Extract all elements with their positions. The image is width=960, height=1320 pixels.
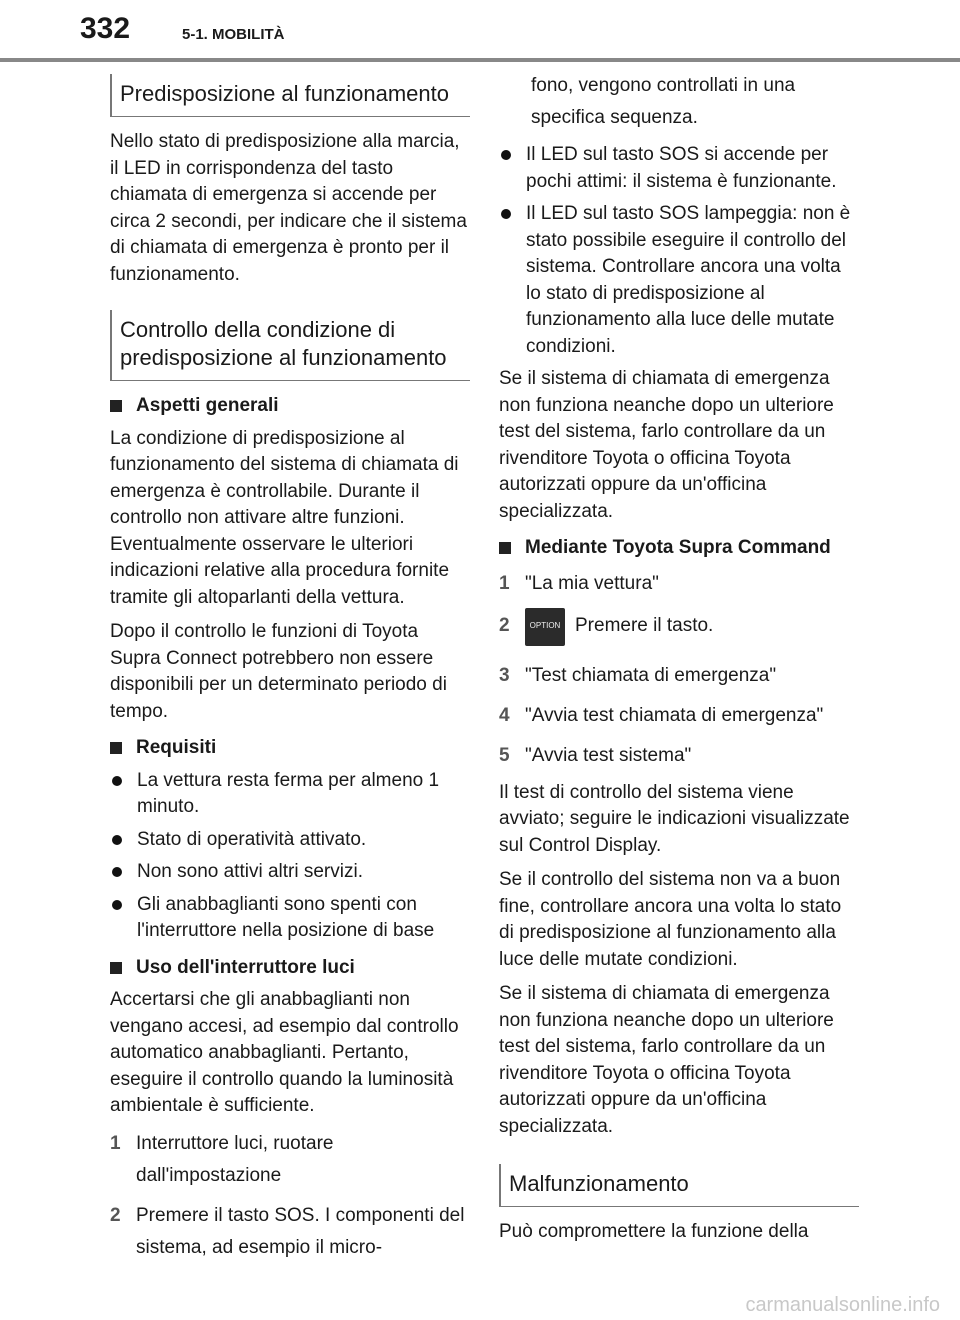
list-item: Il LED sul tasto SOS si accende per pochi attimi: il sistema è funzionante.: [499, 142, 859, 195]
page-number: 332: [80, 12, 131, 45]
left-column: [110, 74, 470, 1272]
paragraph: Il test di controllo del sistema viene avviato; seguire le indicazioni visualizzate sul Control Display.: [499, 781, 850, 856]
step-item: 4 "Avvia test chiamata di emergenza": [499, 704, 824, 726]
subheading: Uso dell'interruttore luci: [110, 955, 470, 982]
bullet-icon: [501, 209, 511, 219]
square-bullet-icon: [499, 542, 511, 554]
paragraph: Se il sistema di chiamata di emergenza non funziona neanche dopo un ulteriore test del sistema, farlo controllare da un rivenditore Toyota o officina Toyota autorizzati oppure da un'officina specializzata.: [499, 368, 834, 522]
square-bullet-icon: [110, 742, 122, 754]
square-bullet-icon: [110, 400, 122, 412]
step-item: 3 "Test chiamata di emergenza": [499, 664, 777, 686]
paragraph: Accertarsi che gli anabbaglianti non vengano accesi, ad esempio dal controllo automatico anabbaglianti. Pertanto, eseguire il controllo quando la luminosità ambientale è sufficiente.: [110, 989, 459, 1116]
subheading: Aspetti generali: [110, 393, 470, 420]
step-item: 2 OPTION Premere il tasto.: [499, 608, 859, 646]
paragraph: Se il controllo del sistema non va a buon fine, controllare ancora una volta lo stato di predisposizione al funzionamento alla luce delle mutate condizioni.: [499, 869, 842, 970]
paragraph: Dopo il controllo le funzioni di Toyota Supra Connect potrebbero non essere disponibili per un determinato periodo di tempo.: [110, 621, 447, 722]
step-item: 2 Premere il tasto SOS. I componenti del sistema, ad esempio il micro-: [110, 1204, 465, 1258]
watermark: carmanualsonline.info: [745, 1294, 940, 1316]
paragraph: Può compromettere la funzione della: [499, 1221, 809, 1242]
subheading: Mediante Toyota Supra Command: [499, 535, 859, 562]
step-item: 5 "Avvia test sistema": [499, 744, 692, 766]
square-bullet-icon: [110, 962, 122, 974]
section-heading: Predisposizione al funzionamento: [110, 74, 470, 117]
right-column: [499, 70, 859, 1254]
paragraph: fono, vengono controllati in una specifica sequenza.: [531, 75, 796, 128]
bullet-icon: [112, 900, 122, 910]
bullet-icon: [112, 776, 122, 786]
step-item: 1 "La mia vettura": [499, 572, 659, 594]
list-item: Stato di operatività attivato.: [110, 827, 470, 854]
list-item: La vettura resta ferma per almeno 1 minuto.: [110, 768, 470, 821]
option-button-icon: OPTION: [525, 608, 565, 646]
section-heading: Malfunzionamento: [499, 1164, 859, 1207]
bullet-icon: [112, 835, 122, 845]
list-item: Gli anabbaglianti sono spenti con l'interruttore nella posizione di base: [110, 892, 470, 945]
paragraph: Se il sistema di chiamata di emergenza non funziona neanche dopo un ulteriore test del sistema, farlo controllare da un rivenditore Toyota o officina Toyota autorizzati oppure da un'officina specializzata.: [499, 983, 834, 1137]
paragraph: La condizione di predisposizione al funzionamento del sistema di chiamata di emergenza è controllabile. Durante il controllo non attivare altre funzioni. Eventualmente osservare le ulteriori indicazioni relative alla procedura fornite tramite gli altoparlanti della vettura.: [110, 427, 459, 608]
chapter-title: 5-1. MOBILITÀ: [182, 26, 285, 43]
subheading: Requisiti: [110, 735, 470, 762]
step-item: 1 Interruttore luci, ruotare dall'impostazione: [110, 1132, 334, 1186]
paragraph: Nello stato di predisposizione alla marcia, il LED in corrispondenza del tasto chiamata di emergenza si accende per circa 2 secondi, per indicare che il sistema di chiamata di emergenza è pronto per il funzionamento.: [110, 131, 467, 285]
list-item: Il LED sul tasto SOS lampeggia: non è stato possibile eseguire il controllo del sistema. Controllare ancora una volta lo stato di predisposizione al funzionamento alla luce delle mutate condizioni.: [499, 201, 859, 360]
header-rule: [0, 58, 960, 62]
bullet-icon: [112, 867, 122, 877]
bullet-icon: [501, 150, 511, 160]
section-heading: Controllo della condizione di predisposizione al funzionamento: [110, 310, 470, 381]
list-item: Non sono attivi altri servizi.: [110, 859, 470, 886]
